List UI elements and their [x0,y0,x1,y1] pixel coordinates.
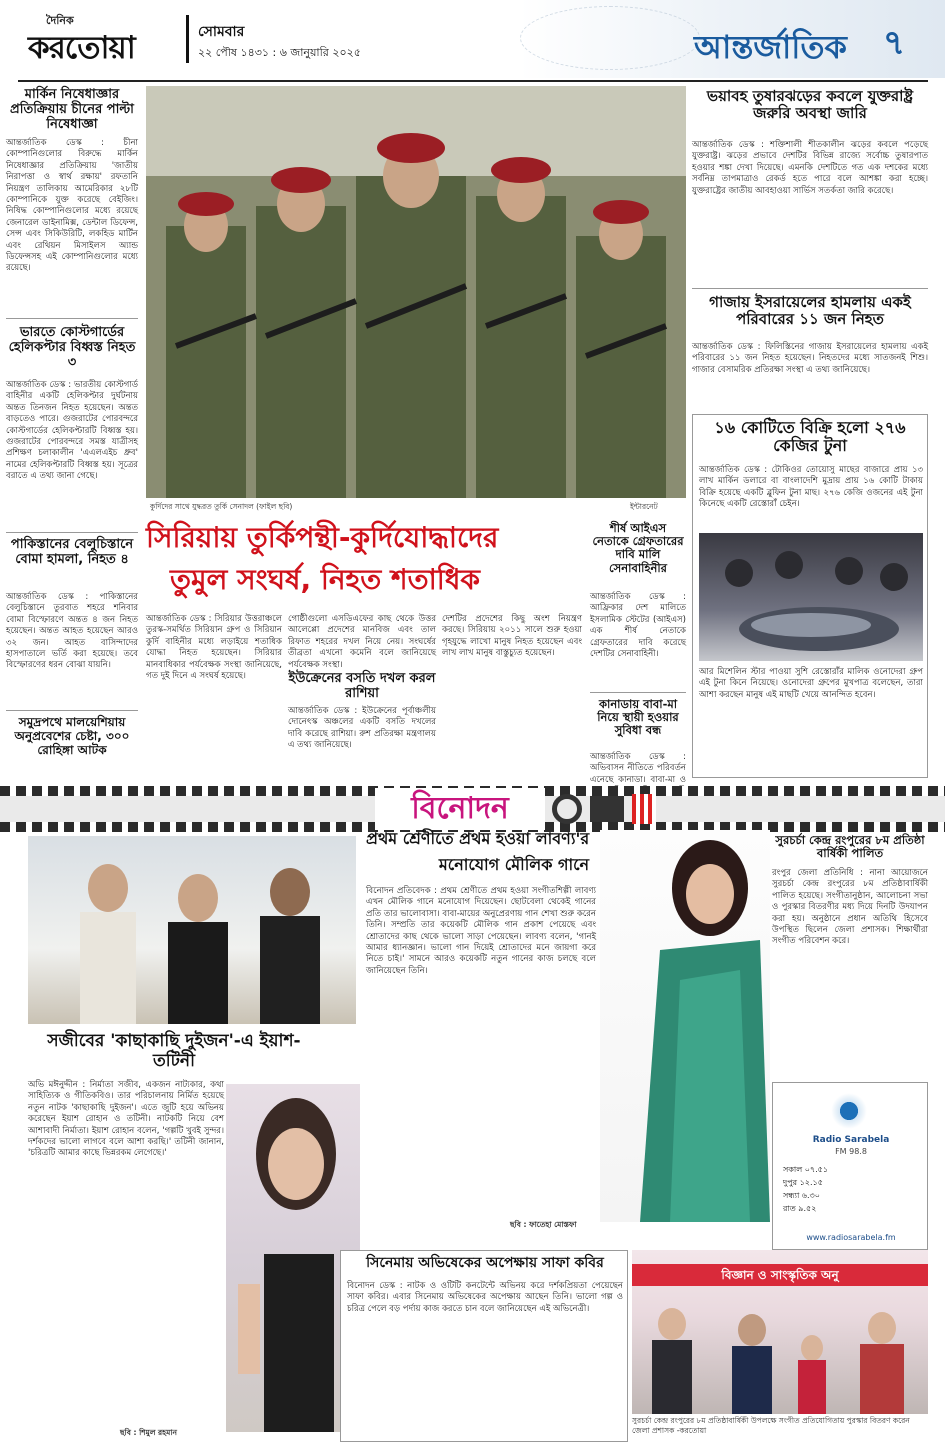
masthead-rule [18,80,928,82]
main-story-body-1: আন্তর্জাতিক ডেস্ক : সিরিয়ার উত্তরাঞ্চলে তুরস্ক-সমর্থিত সিরিয়ান গ্রুপ ও সিরিয়ান কুর্দি বাহিনীর মধ্যে লড়াইয়ে শতাধিক যোদ্ধা নিহত হয়েছেন। সিরিয়ার মানবাধিকার পর্যবেক্ষক সংস্থা জানিয়েছে, গত দুই দিনে এ সংঘর্ষ হয়েছে। [146,614,282,682]
main-headline-line2: তুমুল সংঘর্ষ, নিহত শতাধিক [170,563,481,596]
ceremony-caption: সুরচর্চা কেন্দ্র রংপুরের ৮ম প্রতিষ্ঠাবার্ষিকী উপলক্ষে সংগীত প্রতিযোগিতায় পুরস্কার বিতরণ করেন জেলা প্রশাসক -করতোয়া [632,1416,910,1435]
ceremony-illustration [632,1250,928,1414]
yash-totini-photo [28,836,356,1024]
globe-icon [520,6,700,70]
popcorn-icon [632,794,656,824]
divider [6,710,138,711]
side-body: আন্তর্জাতিক ডেস্ক : অভিবাসন নীতিতে পরিবর্তন এনেছে কানাডা। বাবা-মা ও [590,752,686,785]
news-body: আন্তর্জাতিক ডেস্ক : পাকিস্তানের বেলুচিস্তানে তুরবাত শহরে শনিবার বোমা বিস্ফোরণে অন্তত ৪ জন নিহত হয়েছেন। অন্তত আহত হয়েছেন আরও ৩২ জন। আহত বাসিন্দাদের হাসপাতালে ভর্তি করা হয়েছে। তবে বিস্ফোরণের ধরন বোঝা যায়নি। [6,592,138,671]
divider [590,692,686,693]
news-body: আন্তর্জাতিক ডেস্ক : শক্তিশালী শীতকালীন ঝড়ের কবলে পড়েছে যুক্তরাষ্ট্র। ঝড়ের প্রভাবে দেশটির বিভিন্ন রাজ্যে সর্বোচ্চ তুষারপাত হওয়ার শঙ্কা দেখা দিয়েছে। এমনকি দেশটিতে গত এক দশকের মধ্যে সর্বনিম্ন তাপমাত্রাও রেকর্ড হতে পারে বলে আশঙ্কা করা হচ্ছে। যুক্তরাষ্ট্রের জাতীয় আবহাওয়া সার্ভিস সতর্কতা জারি করেছে। [692,140,928,196]
masthead-day: সোমবার [198,24,245,40]
schedule-line: সন্ধ্যা ৬.৩০ [783,1191,820,1200]
news-headline: সমুদ্রপথে মালয়েশিয়ায় অনুপ্রবেশের চেষ্টা, ৩০০ রোহিঙ্গা আটক [14,715,130,757]
lead-headline-line1: প্রথম শ্রেণীতে প্রথম হওয়া লাবণ্য'র [366,829,590,848]
news-headline: ভয়াবহ তুষারঝড়ের কবলে যুক্তরাষ্ট্র জরুরি অবস্থা জারি [706,87,914,123]
tuna-story-box [692,414,928,778]
news-headline: পাকিস্তানের বেলুচিস্তানে বোমা হামলা, নিহত ৪ [10,537,134,567]
people-illustration [28,836,356,1024]
radio-schedule [783,1163,919,1215]
side-headline: কানাডায় বাবা-মা নিয়ে স্থায়ী হওয়ার সুবিধা বন্ধ [597,697,679,738]
main-headline-line1: সিরিয়ায় তুর্কিপন্থী-কুর্দিযোদ্ধাদের [146,521,499,554]
news-headline: গাজায় ইসরায়েলের হামলায় একই পরিবারের ১১ জন নিহত [709,293,911,329]
radio-freq: FM 98.8 [835,1147,867,1156]
news-body: আন্তর্জাতিক ডেস্ক : চীনা কোম্পানিগুলোর বিরুদ্ধে মার্কিন নিষেধাজ্ঞার প্রতিক্রিয়ায় 'জাতীয় নিরাপত্তা ও স্বার্থ রক্ষায়' রফতানি নিয়ন্ত্রণ তালিকায় আমেরিকার ২৮টি কোম্পানিকে যুক্ত করেছে বেইজিং। নিষিদ্ধ কোম্পানিগুলোর মধ্যে রয়েছে জেনারেল ডাইনামিক্স, ডেন্টাল ডিফেন্স, সেন্স এবং সিকিউরিটি, লকহিড মার্টিন এবং রেথিয়ন মিসাইলস অ্যান্ড ডিফেন্সসহ এই কোম্পানিগুলোর মধ্যে রয়েছে। [6,138,138,274]
main-story-body-3: দেশটির প্রদেশের কিছু অংশ নিয়ন্ত্রণ করছে। সিরিয়ায় ২০১১ সালে শুরু হওয়া গৃহযুদ্ধে লাখো মানুষ নিহত হয়েছেন এবং লাখ লাখ মানুষ বাস্তুচ্যুত হয়েছেন। [442,614,582,659]
ceremony-photo [632,1250,928,1414]
lead-headline-line2: মনোযোগ মৌলিক গানে [438,855,590,874]
main-story-body-2: গোষ্ঠীগুলো এসডিএফের কাছ থেকে উত্তর আলেপ্পো প্রদেশের মানবিজ এবং তাল রিফাত শহরের দখল নিয়ে নেয়। সংঘর্ষের তীব্রতা এখনো কমেনি বলে জানিয়েছে পর্যবেক্ষক সংস্থা। [288,614,436,670]
soldiers-illustration [146,86,686,498]
rangpur-body: রংপুর জেলা প্রতিনিধি : নানা আয়োজনে সুরচর্চা কেন্দ্র রংপুরের ৮ম প্রতিষ্ঠাবার্ষিকী পালিত হয়েছে। সংগীতানুষ্ঠান, আলোচনা সভা ও পুরস্কার বিতরণীর মধ্য দিয়ে দিনটি উদযাপন করা হয়। অনুষ্ঠানে প্রধান অতিথি হিসেবে উপস্থিত ছিলেন জেলা প্রশাসক। শিক্ষার্থীরা সংগীত পরিবেশন করে। [772,868,928,947]
tuna-illustration [699,533,923,661]
news-headline: মার্কিন নিষেধাজ্ঞার প্রতিক্রিয়ায় চীনের পাল্টা নিষেধাজ্ঞা [10,87,134,132]
paper-logo: করতোয়া [28,30,135,66]
clapper-icon [590,796,624,822]
soldiers-photo [146,86,686,498]
banner-sign: বিজ্ঞান ও সাংস্কৃতিক অনু [632,1264,928,1286]
ukraine-body: আন্তর্জাতিক ডেস্ক : ইউক্রেনের পূর্বাঞ্চলীয় দোনেৎস্ক অঞ্চলের একটি বসতি দখলের দাবি করেছে রাশিয়া। রুশ প্রতিরক্ষা মন্ত্রণালয় এ তথ্য জানিয়েছে। [288,706,436,751]
binodon-banner [0,786,945,832]
divider [692,288,928,289]
divider [6,318,138,319]
radio-url[interactable]: www.radiosarabela.fm [806,1233,896,1242]
labonno-photo [600,830,770,1222]
ukraine-headline: ইউক্রেনের বসতি দখল করল রাশিয়া [288,671,436,701]
page-number: ৭ [882,23,906,63]
section-title: আন্তর্জাতিক [694,28,847,66]
masthead-divider [186,15,189,63]
left-news-column-2 [0,716,142,786]
radio-ad [772,1082,928,1250]
schedule-line: রাত ৯.৫২ [783,1204,817,1213]
divider [6,532,138,533]
paper-small: দৈনিক [46,14,74,27]
film-reel-icon [552,794,582,824]
news-body: আর মিশেলিন স্টার পাওয়া সুশি রেস্তোরাঁর মালিক ওনোদেরা গ্রুপ এই টুনা কিনে নিয়েছে। ওনোদেরা গ্রুপের মুখপাত্র বলেছেন, তারা আশা করছেন মানুষ এই মাছটি খেয়ে আনন্দিত হবেন। [699,667,923,700]
radio-logo-icon [827,1091,871,1131]
tuna-photo [699,533,923,661]
masthead-date: ২২ পৌষ ১৪৩১ : ৬ জানুয়ারি ২০২৫ [198,46,361,59]
photo-credit: ইন্টারনেট [630,502,658,511]
schedule-line: সকাল ০৭.৫১ [783,1165,829,1174]
left-news-column [0,86,142,766]
photo-caption: কুর্দিদের সাথে যুদ্ধরত তুর্কি সেনাদল (ফাইল ছবি) [150,502,293,511]
side-body: আন্তর্জাতিক ডেস্ক : আফ্রিকার দেশ মালিতে ইসলামিক স্টেটের (আইএস) এক শীর্ষ নেতাকে গ্রেফতারের দাবি করেছে দেশটির সেনাবাহিনী। [590,592,686,660]
sajib-headline: সজীবের 'কাছাকাছি দুইজন'-এ ইয়াশ-তটিনী [47,1031,301,1071]
news-headline: ১৬ কোটিতে বিক্রি হলো ২৭৬ কেজির টুনা [714,418,906,456]
schedule-line: দুপুর ১২.১৫ [783,1178,823,1187]
woman-green-saree-illustration [600,830,770,1222]
rangpur-headline: সুরচর্চা কেন্দ্র রংপুরের ৮ম প্রতিষ্ঠা বার্ষিকী পালিত [775,833,925,861]
safa-body: বিনোদন ডেস্ক : নাটক ও ওটিটি কনটেন্টে অভিনয় করে দর্শকপ্রিয়তা পেয়েছেন সাফা কবির। এবার সিনেমায় অভিষেকের অপেক্ষায় আছেন তিনি। ভালো গল্প ও চরিত্র পেলে বড় পর্দায় কাজ করতে চান বলে জানিয়েছেন এই অভিনেত্রী। [347,1281,623,1314]
lead-body: বিনোদন প্রতিবেদক : প্রথম শ্রেণীতে প্রথম হওয়া সংগীতশিল্পী লাবণ্য এখন মৌলিক গানে মনোযোগ দিয়েছেন। ছোটবেলা থেকেই গানের প্রতি তার ভালোবাসা। বাবা-মায়ের অনুপ্রেরণায় গান শেখা শুরু করেন তিনি। সম্প্রতি তার কয়েকটি মৌলিক গান প্রকাশ পেয়েছে এবং শ্রোতাদের কাছ থেকে ভালো সাড়া পেয়েছেন। লাবণ্য বলেন, 'গানই আমার ধ্যানজ্ঞান। ভালো গান দিয়েই শ্রোতাদের মনে জায়গা করে নিতে চাই।' সামনে আরও কয়েকটি নতুন গানের কাজ চলছে বলে জানিয়েছেন তিনি। [366,886,596,976]
sajib-body: অভি মঈনুদ্দীন : নির্মাতা সজীব, একজন নাট্যকার, কথা সাহিত্যিক ও গীতিকবিও। তার পরিচালনায় নির্মিত হয়েছে নতুন নাটক 'কাছাকাছি দুইজন'। এতে জুটি হয়ে অভিনয় করেছেন ইয়াশ রোহান ও তটিনী। নাটকটি নিয়ে বেশ আশাবাদী নির্মাতা। ইয়াশ রোহান বলেন, 'গল্পটি খুবই সুন্দর। দর্শকদের ভালো লাগবে বলে আশা করছি।' তটিনী জানান, 'চরিত্রটি আমার কাছে ভিন্নরকম লেগেছে।' [28,1080,224,1159]
side-headline: শীর্ষ আইএস নেতাকে গ্রেফতারের দাবি মালি সেনাবাহিনীর [592,521,684,575]
masthead [0,0,945,78]
binodon-title: বিনোদন [375,788,545,830]
news-body: আন্তর্জাতিক ডেস্ক : ফিলিস্তিনের গাজায় ইসরায়েলের হামলায় একই পরিবারের ১১ জন নিহত হয়েছেন। নিহতদের মধ্যে সাতজনই শিশু। গাজার বেসামরিক প্রতিরক্ষা সংস্থা এ তথ্য জানিয়েছে। [692,342,928,375]
safa-story [340,1250,628,1442]
news-headline: ভারতে কোস্টগার্ডের হেলিকপ্টার বিধ্বস্ত নিহত ৩ [8,325,136,370]
lead-credit: ছবি : ফাতেহা মোস্তফা [510,1220,577,1229]
news-body: আন্তর্জাতিক ডেস্ক : ভারতীয় কোস্টগার্ড বাহিনীর একটি হেলিকপ্টার দুর্ঘটনায় অন্তত তিনজন নিহত হয়েছেন। অন্তত বাড়তেও পারে। গুজরাটের পোরবন্দরে কোস্টগার্ডের হেলিকপ্টারটি বিধ্বস্ত হয়। গুজরাটের পোরবন্দরে সমস্ত যাত্রীসহ প্রশিক্ষণ চলাকালীন 'এএলএইচ ধ্রুব' নামের হেলিকপ্টারটি বিধ্বস্ত হয়। সূত্রের বরাতে এ তথ্য জানা গেছে। [6,380,138,482]
sajib-credit: ছবি : শিমুল রহমান [120,1428,177,1437]
radio-name: Radio Sarabela [812,1135,890,1145]
news-body: আন্তর্জাতিক ডেস্ক : টোকিওর তোয়োসু মাছের বাজারে প্রায় ১৩ লাখ মার্কিন ডলারে বা বাংলাদেশি মুদ্রায় প্রায় ১৬ কোটি টাকায় বিক্রি হয়েছে একটি ব্লুফিন টুনা মাছ। ২৭৬ কেজি ওজনের এই টুনা কিনেছে একটি রেস্তোরাঁ চেইন। [699,465,923,510]
safa-headline: সিনেমায় অভিষেকের অপেক্ষায় সাফা কবির [366,1255,604,1271]
